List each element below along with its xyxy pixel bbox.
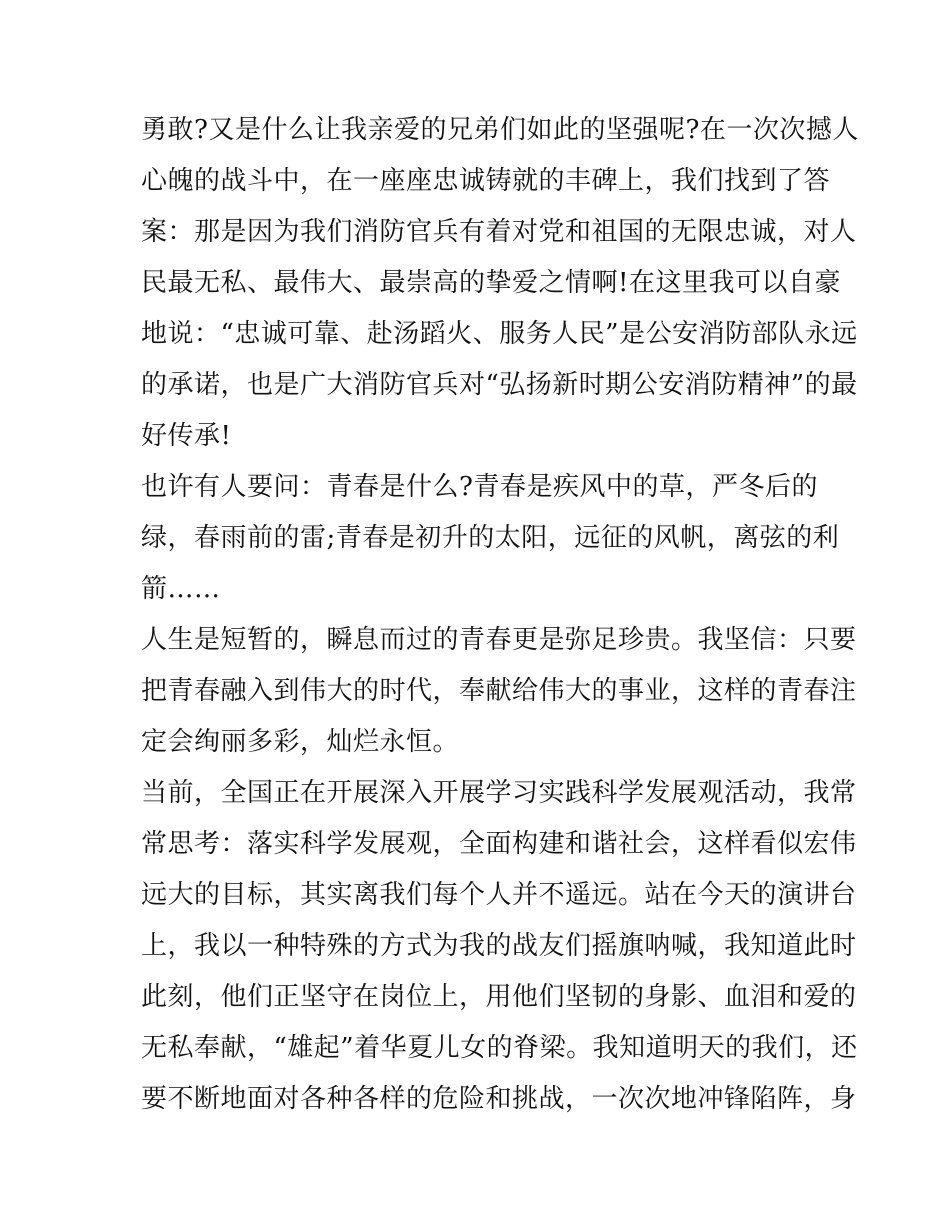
text-line: 案：那是因为我们消防官兵有着对党和祖国的无限忠诚，对人 <box>141 217 857 247</box>
text-line: 民最无私、最伟大、最崇高的挚爱之情啊!在这里我可以自豪 <box>141 268 841 298</box>
text-line: 当前，全国正在开展深入开展学习实践科学发展观活动，我常 <box>141 778 857 808</box>
text-line: 勇敢?又是什么让我亲爱的兄弟们如此的坚强呢?在一次次撼人 <box>141 115 859 145</box>
text-line: 上，我以一种特殊的方式为我的战友们摇旗呐喊，我知道此时 <box>141 931 857 961</box>
text-line: 的承诺，也是广大消防官兵对“弘扬新时期公安消防精神”的最 <box>141 370 858 400</box>
text-line: 远大的目标，其实离我们每个人并不遥远。站在今天的演讲台 <box>141 880 857 910</box>
text-line: 也许有人要问：青春是什么?青春是疾风中的草，严冬后的 <box>141 472 818 502</box>
text-line: 把青春融入到伟大的时代，奉献给伟大的事业，这样的青春注 <box>141 676 857 706</box>
text-line: 常思考：落实科学发展观，全面构建和谐社会，这样看似宏伟 <box>141 829 857 859</box>
text-line: 绿，春雨前的雷;青春是初升的太阳，远征的风帆，离弦的利 <box>141 523 840 553</box>
text-line: 心魄的战斗中，在一座座忠诚铸就的丰碑上，我们找到了答 <box>141 166 831 196</box>
text-line: 人生是短暂的，瞬息而过的青春更是弥足珍贵。我坚信：只要 <box>141 625 857 655</box>
text-line: 无私奉献，“雄起”着华夏儿女的脊梁。我知道明天的我们，还 <box>141 1033 858 1063</box>
text-line: 箭…… <box>141 574 221 604</box>
text-line: 定会绚丽多彩，灿烂永恒。 <box>141 727 460 757</box>
body-text <box>141 105 859 1125</box>
text-line: 好传承! <box>141 421 232 451</box>
text-line: 此刻，他们正坚守在岗位上，用他们坚韧的身影、血泪和爱的 <box>141 982 857 1012</box>
text-line: 地说：“忠诚可靠、赴汤蹈火、服务人民”是公安消防部队永远 <box>141 319 858 349</box>
text-line: 要不断地面对各种各样的危险和挑战，一次次地冲锋陷阵，身 <box>141 1084 857 1114</box>
